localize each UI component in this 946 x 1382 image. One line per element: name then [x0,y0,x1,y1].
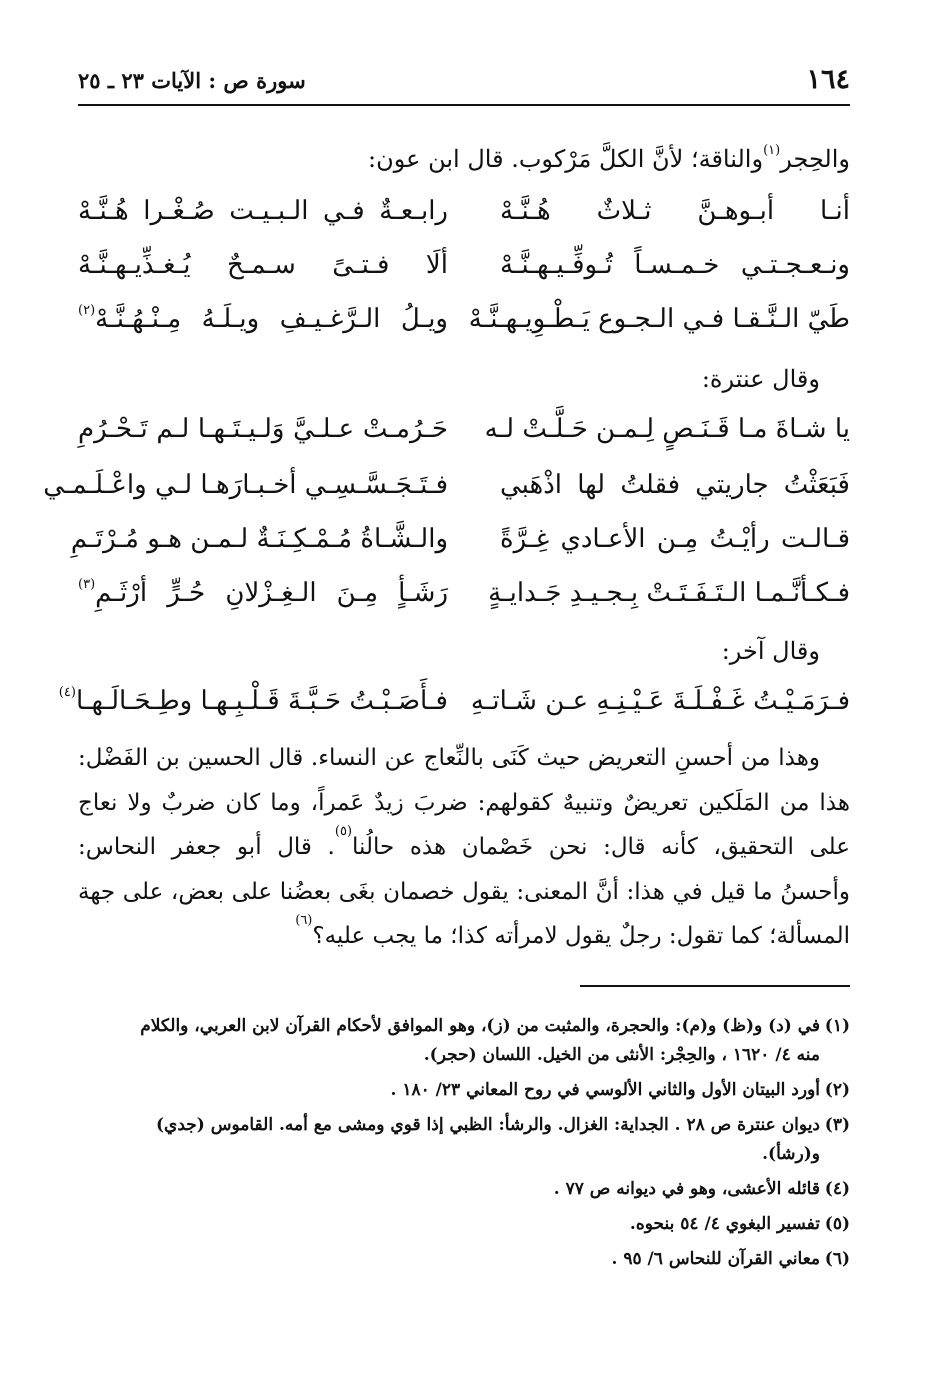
verse-second-text: فـأَصَـبْـتُ حَـبَّـةَ قَـلْـبِـهـا وطِـحَـالَـهـا [75,686,448,716]
footnote-text: قائله الأعشى، وهو في ديوانه ص ٧٧ . [553,1179,820,1199]
verse-line [78,304,850,348]
footnote-text-continued: و(رشأ). [762,1144,820,1164]
paragraph-text: على التحقيق، كأنه قال: نحن خَصْمان هذه حالُنا [352,834,850,860]
intro-text-after: والناقة؛ لأنَّ الكلَّ مَرْكوب. قال ابن عون: [368,145,764,173]
footnote-number: (٦) [824,1249,850,1269]
verse-second-hemistich [78,578,448,608]
paragraph-line: وأحسنُ ما قيل في هذا: أنَّ المعنى: يقول خصمان بغَى بعضُنا على بعض، على جهة [78,878,850,905]
verse-first-hemistich: فـرَمَـيْـتُ غَـفْـلَـةَ عَـيْـنِـهِ عـن شَـاتـهِ [470,686,850,716]
footnote-number: (٥) [824,1214,850,1234]
footnote [78,1076,850,1105]
verse-line [78,578,850,622]
paragraph-text: . قال أبو جعفر النحاس: [78,834,335,860]
paragraph-text: المسألة؛ كما تقول: رجلٌ يقول لامرأته كذا؛ ما يجب عليه؟ [312,923,850,949]
verse-second-text: رَشَـأٍ مِـنَ الـغِـزْلانِ حُـرٍّ أرْثَـمِ [95,578,448,608]
footnote-ref-3: (٣) [78,577,96,592]
intro-line [78,144,850,175]
footnote-number: (٤) [824,1179,850,1199]
page-number: ١٦٤ [806,64,850,95]
verse-second-hemistich: رابـعـةٌ فـي الـبـيـت صُـغْـرا هُـنَّـهْ [78,196,448,226]
verse-line [70,524,850,568]
verse-line [43,470,850,514]
verse-line [78,196,850,240]
commentary-paragraph [78,736,850,959]
verse-first-hemistich: أنـا أبـوهـنَّ ثـلاثٌ هُـنَّـهْ [500,196,850,226]
footnote-separator [580,985,850,987]
antara-intro: وقال عنترة: [701,365,820,393]
footnote-number: (٣) [824,1115,850,1135]
paragraph-line: وهذا من أحسنِ التعريض حيث كَنَى بالنِّعاج عن النساء. قال الحسين بن الفَضْل: [78,745,820,771]
verse-second-text: ويـلُ الـرَّغـيـفِ ويـلَـهُ مِـنْـهُـنَّـهْ [95,304,448,334]
verse-second-hemistich [78,304,448,334]
footnote-ref-4: (٤) [58,685,76,700]
verse-line [78,414,850,458]
page-header [78,62,850,102]
verse-first-hemistich: فَبَعَثْتُ جاريتي فقلتُ لها اذْهَبي [500,470,850,500]
header-rule [78,104,850,106]
verse-second-hemistich: حَـرُمـتْ عـلـيَّ وَلـيـتَـهـا لـم تَـحْـرُمِ [78,414,448,444]
footnote [78,1210,850,1239]
verse-first-hemistich: ونـعـجـتـي خـمـسـاً تُـوفِّـيـهـنَّـهْ [500,250,850,280]
paragraph-line [78,914,850,959]
intro-text-before: والحِجر [780,145,850,173]
verse-line [78,250,850,294]
verse-second-hemistich: فـتَـجَـسَّـسِـي أخـبـارَهـا لـي واعْـلَـمـي [43,470,448,500]
footnotes [78,1012,850,1280]
footnote-text: تفسير البغوي ٤/ ٥٤ بنحوه. [629,1214,820,1234]
footnote-text: ديوان عنترة ص ٢٨ . الجداية: الغزال. والرشأ: الظبي إذا قوي ومشى مع أمه. القاموس (جدي) [155,1115,820,1135]
footnote-text: معاني القرآن للنحاس ٦/ ٩٥ . [611,1249,820,1269]
footnote [78,1111,850,1169]
verse-first-hemistich: قـالـت رأيْـتُ مِـن الأعـادي غِـرَّةً [500,524,850,554]
verse-first-hemistich: طَيّ الـنَّـقـا فـي الـجـوع يَـطْـوِيـهـنَّـهْ [468,304,850,334]
footnote-number: (١) [824,1016,850,1036]
running-title: سورة ص : الآيات ٢٣ ـ ٢٥ [78,68,306,93]
verse-second-hemistich [58,685,448,716]
footnote-text: في (د) و(ظ) و(م): والحجرة، والمثبت من (ز)، وهو الموافق لأحكام القرآن لابن العربي، والكلام [140,1016,820,1036]
footnote [78,1175,850,1204]
verse-line [58,685,850,730]
paragraph-line: هذا من المَلَكين تعريضٌ وتنبيهٌ كقولهم: ضربَ زيدٌ عَمراً، وما كان ضربٌ ولا نعاج [78,789,850,816]
footnote-ref-5: (٥) [334,824,353,839]
verse-first-hemistich: يا شـاةَ مـا قَـنَـصٍ لِـمـن حَـلَّـتْ لـه [484,414,850,444]
other-poet-intro: وقال آخر: [721,637,820,665]
paragraph-line [78,825,850,870]
verse-first-hemistich: فـكـأنَّـمـا الـتَـفَـتَـتْ بِـجـيـدِ جَـدايـةٍ [488,578,850,608]
footnote-ref-2: (٢) [78,303,96,318]
footnote-number: (٢) [824,1080,850,1100]
footnote-text-continued: منه ٤/ ١٦٢٠ ، والحِجْر: الأنثى من الخيل. اللسان (حجر). [423,1045,820,1065]
verse-second-hemistich: ألَا فـتـىً سـمـحٌ يُـغـذِّيـهـنَّـهْ [78,250,448,280]
footnote-text: أورد البيتان الأول والثاني الألوسي في روح المعاني ٢٣/ ١٨٠ . [390,1080,820,1100]
verse-second-hemistich: والـشَّـاةُ مُـمْـكِـنَـةٌ لـمـن هـو مُـرْتَـمِ [70,524,448,554]
footnote [78,1245,850,1274]
footnote [78,1012,850,1070]
footnote-ref-6: (٦) [295,913,313,928]
footnote-ref-1: (١) [763,143,781,158]
